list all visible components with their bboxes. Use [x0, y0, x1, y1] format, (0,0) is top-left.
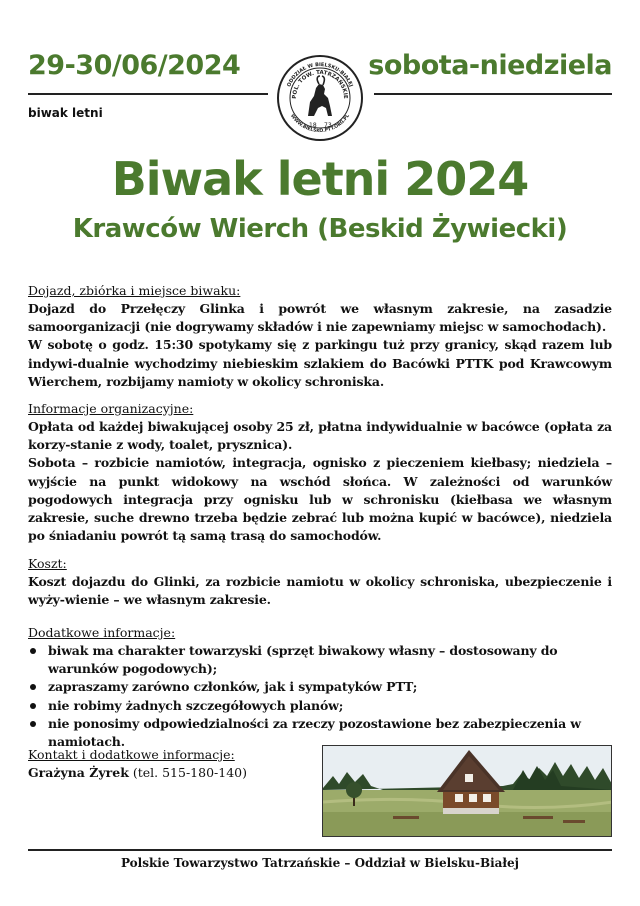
contact-phone: (tel. 515-180-140) [132, 765, 247, 780]
footer-organization: Polskie Towarzystwo Tatrzańskie – Oddział w Bielsku-Białej [120, 856, 520, 870]
ptt-logo [276, 54, 364, 142]
section-kontakt [28, 746, 308, 782]
list-item-text: biwak ma charakter towarzyski (sprzęt biwakowy własny – dostosowany do warunków pogodowych); [48, 643, 558, 677]
section-heading: Koszt: [28, 556, 67, 571]
page-subtitle: Krawców Wierch (Beskid Żywiecki) [72, 214, 568, 244]
section-informacje [28, 400, 612, 545]
section-heading: Kontakt i dodatkowe informacje: [28, 747, 235, 762]
logo-ring-bottom: WWW.BIELSKO.PTT.ORG.PL [289, 113, 351, 135]
event-tag: biwak letni [28, 106, 103, 120]
bullet-icon [30, 703, 36, 709]
event-date: 29-30/06/2024 [28, 50, 241, 81]
header-divider-right [374, 93, 612, 95]
list-item-text: nie robimy żadnych szczegółowych planów; [48, 697, 344, 713]
section-dojazd [28, 282, 612, 391]
bullet-icon [30, 721, 36, 727]
list-item [28, 678, 612, 696]
contact-name: Grażyna Żyrek [28, 765, 129, 780]
section-paragraph: Koszt dojazdu do Glinki, za rozbicie namiotu w okolicy schroniska, ubezpieczenie i wyży-wienie – we własnym zakresie. [28, 574, 612, 608]
section-koszt [28, 555, 612, 609]
section-heading: Dodatkowe informacje: [28, 625, 176, 640]
list-item-text: nie ponosimy odpowiedzialności za rzeczy pozostawione bez zabezpieczenia w namiotach. [48, 715, 581, 750]
section-heading: Dojazd, zbiórka i miejsce biwaku: [28, 283, 241, 298]
page-title: Biwak letni 2024 [111, 152, 529, 206]
logo-year-left: 18 [309, 122, 317, 129]
logo-ring-top: ODDZIAŁ W BIELSKU-BIAŁEJ [286, 61, 354, 88]
list-item-text: zapraszamy zarówno członków, jak i sympatyków PTT; [48, 679, 418, 695]
bullet-list [28, 642, 612, 751]
footer-divider [28, 849, 612, 851]
logo-ring-middle: POL. TOW. TATRZAŃSKIE [291, 69, 349, 99]
section-heading: Informacje organizacyjne: [28, 401, 194, 416]
contact-line [28, 764, 308, 782]
section-paragraph: Dojazd do Przełęczy Glinka i powrót we własnym zakresie, na zasadzie samoorganizacji (nie dogrywamy składów i nie zapewniamy miejsc w samochodach). [28, 301, 612, 335]
bullet-icon [30, 684, 36, 690]
section-dodatkowe [28, 624, 612, 751]
bullet-icon [30, 648, 36, 654]
section-paragraph: W sobotę o godz. 15:30 spotykamy się z parkingu tuż przy granicy, skąd razem lub indywi-dualnie wychodzimy niebieskim szlakiem do Bacówki PTTK pod Krawcowym Wierchem, rozbijamy namioty w okolicy schroniska. [28, 337, 612, 389]
section-paragraph: Opłata od każdej biwakującej osoby 25 zł, płatna indywidualnie w bacówce (opłata za korzy-stanie z wody, toalet, prysznica). [28, 419, 612, 453]
list-item [28, 697, 612, 715]
event-days: sobota-niedziela [368, 50, 612, 81]
logo-year-right: 73 [324, 122, 332, 129]
hut-photo [322, 745, 612, 837]
list-item [28, 642, 612, 678]
header-divider-left [28, 93, 268, 95]
section-paragraph: Sobota – rozbicie namiotów, integracja, ognisko z pieczeniem kiełbasy; niedziela – wyjście na punkt widokowy na wschód słońca. W zależności od warunków pogodowych integracja przy ognisku lub w schronisku (kiełbasa we własnym zakresie, suche drewno trzeba będzie zebrać lub można kupić w bacówce), niedziela po śniadaniu powrót tą samą trasą do samochodów. [28, 455, 612, 544]
